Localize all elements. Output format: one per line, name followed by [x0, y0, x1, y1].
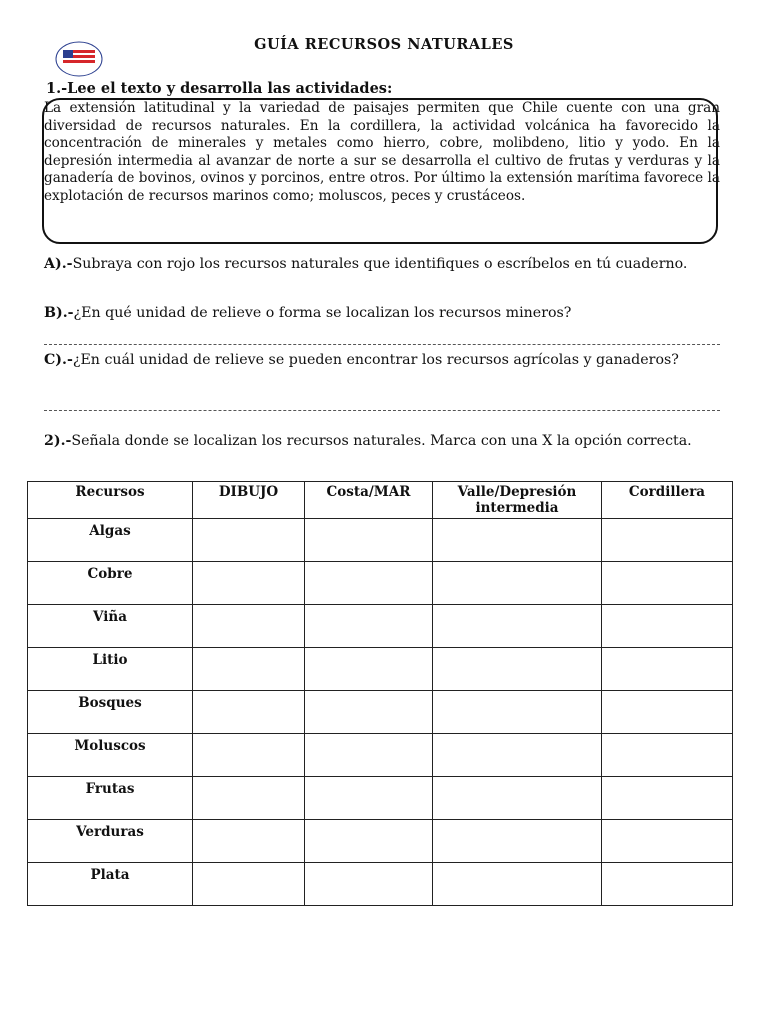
- costa-cell[interactable]: [305, 691, 433, 734]
- answer-line-c[interactable]: [44, 410, 720, 411]
- valle-cell[interactable]: [433, 820, 602, 863]
- dibujo-cell[interactable]: [193, 820, 305, 863]
- cordillera-cell[interactable]: [602, 820, 733, 863]
- costa-cell[interactable]: [305, 562, 433, 605]
- valle-cell[interactable]: [433, 734, 602, 777]
- costa-cell[interactable]: [305, 734, 433, 777]
- cordillera-cell[interactable]: [602, 648, 733, 691]
- table-row: [28, 648, 733, 691]
- dibujo-cell[interactable]: [193, 863, 305, 906]
- reading-passage: La extensión latitudinal y la variedad de paisajes permiten que Chile cuente con una gran diversidad de recursos naturales. En la cordillera, la actividad volcánica ha favorecido la concentración de minerales y metales como hierro, cobre, molibdeno, litio y yodo. En la depresión intermedia al avanzar de norte a sur se desarrolla el cultivo de frutas y verduras y la ganadería de bovinos, ovinos y porcinos, entre otros. Por último la extensión marítima favorece la explotación de recursos marinos como; moluscos, peces y crustáceos.: [44, 100, 720, 204]
- question-a-text: Subraya con rojo los recursos naturales que identifiques o escríbelos en tú cuaderno.: [72, 256, 688, 272]
- resources-table: [27, 481, 733, 906]
- resource-name: Frutas: [28, 777, 193, 820]
- activity2-instruction: [44, 433, 720, 450]
- table-header-row: [28, 482, 733, 519]
- resource-name: Verduras: [28, 820, 193, 863]
- costa-cell[interactable]: [305, 820, 433, 863]
- table-row: [28, 863, 733, 906]
- table-row: [28, 820, 733, 863]
- question-a-label: A).-: [44, 256, 73, 272]
- cordillera-cell[interactable]: [602, 777, 733, 820]
- activity2-text: Señala donde se localizan los recursos naturales. Marca con una X la opción correcta.: [71, 433, 692, 449]
- table-row: [28, 605, 733, 648]
- resource-name: Cobre: [28, 562, 193, 605]
- header-valle-depresion: Valle/Depresión intermedia: [433, 482, 602, 519]
- question-c-text: ¿En cuál unidad de relieve se pueden encontrar los recursos agrícolas y ganaderos?: [72, 352, 679, 368]
- resource-name: Bosques: [28, 691, 193, 734]
- table-row: [28, 691, 733, 734]
- costa-cell[interactable]: [305, 648, 433, 691]
- costa-cell[interactable]: [305, 519, 433, 562]
- resource-name: Viña: [28, 605, 193, 648]
- header-cordillera: Cordillera: [602, 482, 733, 519]
- dibujo-cell[interactable]: [193, 648, 305, 691]
- cordillera-cell[interactable]: [602, 734, 733, 777]
- resource-name: Moluscos: [28, 734, 193, 777]
- cordillera-cell[interactable]: [602, 605, 733, 648]
- costa-cell[interactable]: [305, 863, 433, 906]
- question-b-label: B).-: [44, 305, 74, 321]
- question-c-label: C).-: [44, 352, 73, 368]
- resource-name: Litio: [28, 648, 193, 691]
- question-b-text: ¿En qué unidad de relieve o forma se localizan los recursos mineros?: [73, 305, 572, 321]
- answer-line-b[interactable]: [44, 344, 720, 345]
- table-row: [28, 562, 733, 605]
- valle-cell[interactable]: [433, 691, 602, 734]
- table-row: [28, 777, 733, 820]
- costa-cell[interactable]: [305, 777, 433, 820]
- cordillera-cell[interactable]: [602, 519, 733, 562]
- resource-name: Algas: [28, 519, 193, 562]
- dibujo-cell[interactable]: [193, 777, 305, 820]
- question-a: [44, 256, 720, 273]
- valle-cell[interactable]: [433, 605, 602, 648]
- page-title: GUÍA RECURSOS NATURALES: [254, 36, 514, 53]
- dibujo-cell[interactable]: [193, 519, 305, 562]
- header-recursos: Recursos: [28, 482, 193, 519]
- dibujo-cell[interactable]: [193, 691, 305, 734]
- dibujo-cell[interactable]: [193, 605, 305, 648]
- costa-cell[interactable]: [305, 605, 433, 648]
- table-row: [28, 734, 733, 777]
- activity2-label: 2).-: [44, 433, 72, 449]
- cordillera-cell[interactable]: [602, 691, 733, 734]
- valle-cell[interactable]: [433, 648, 602, 691]
- activity1-heading: 1.-Lee el texto y desarrolla las actividades:: [46, 80, 393, 97]
- question-b: [44, 305, 720, 322]
- cordillera-cell[interactable]: [602, 863, 733, 906]
- question-c: [44, 352, 720, 369]
- table-row: [28, 519, 733, 562]
- dibujo-cell[interactable]: [193, 562, 305, 605]
- header-dibujo: DIBUJO: [193, 482, 305, 519]
- dibujo-cell[interactable]: [193, 734, 305, 777]
- resource-name: Plata: [28, 863, 193, 906]
- header-costa-mar: Costa/MAR: [305, 482, 433, 519]
- valle-cell[interactable]: [433, 777, 602, 820]
- valle-cell[interactable]: [433, 519, 602, 562]
- valle-cell[interactable]: [433, 863, 602, 906]
- valle-cell[interactable]: [433, 562, 602, 605]
- cordillera-cell[interactable]: [602, 562, 733, 605]
